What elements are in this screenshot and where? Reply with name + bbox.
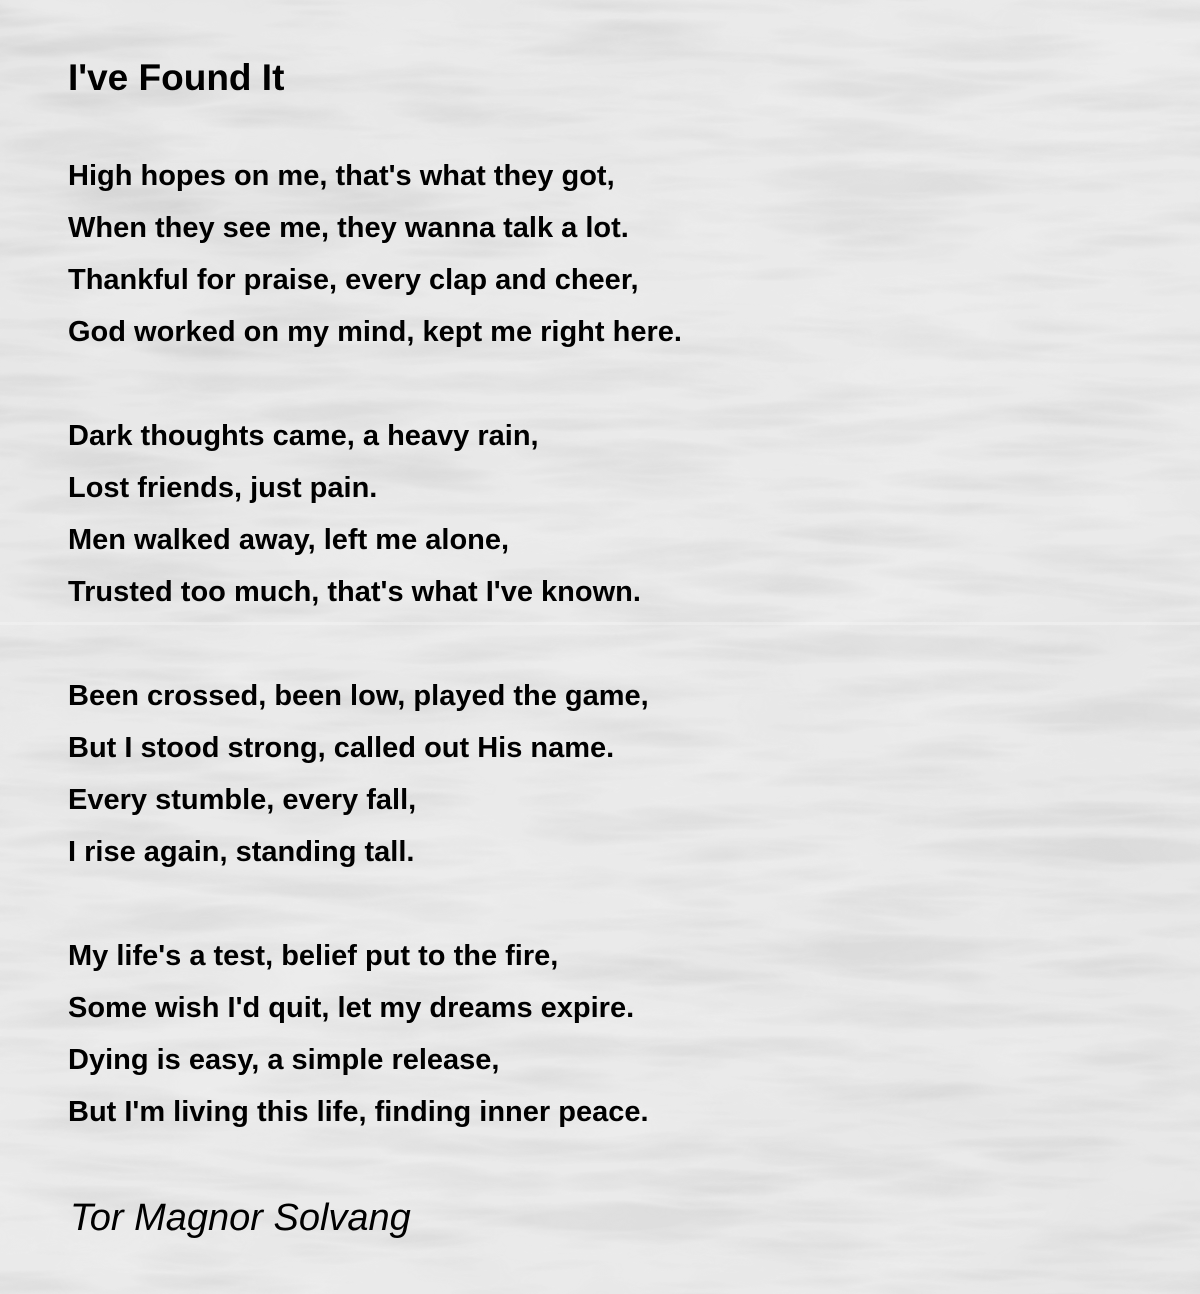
poem-line: High hopes on me, that's what they got,: [68, 160, 615, 192]
poem-line: Men walked away, left me alone,: [68, 524, 510, 556]
poem-line: Dying is easy, a simple release,: [68, 1044, 500, 1076]
poem-title: I've Found It: [68, 57, 285, 98]
poem-line: Dark thoughts came, a heavy rain,: [68, 420, 539, 452]
poem-author: Tor Magnor Solvang: [70, 1197, 411, 1239]
poem-line: Every stumble, every fall,: [68, 784, 417, 816]
poem-line: But I'm living this life, finding inner peace.: [68, 1096, 649, 1128]
poem-line: Been crossed, been low, played the game,: [68, 680, 649, 712]
stanza-1: [68, 150, 682, 358]
stanza-3: [68, 670, 649, 878]
poem-line: God worked on my mind, kept me right here.: [68, 316, 682, 348]
stanza-2: [68, 410, 641, 618]
poem-line: Thankful for praise, every clap and cheer,: [68, 264, 639, 296]
poem-line: My life's a test, belief put to the fire,: [68, 940, 559, 972]
poem-line: But I stood strong, called out His name.: [68, 732, 615, 764]
poem-line: Some wish I'd quit, let my dreams expire.: [68, 992, 635, 1024]
poem-line: When they see me, they wanna talk a lot.: [68, 212, 629, 244]
stanza-4: [68, 930, 649, 1138]
poem-line: Trusted too much, that's what I've known.: [68, 576, 641, 608]
poem-line: I rise again, standing tall.: [68, 836, 415, 868]
poem-line: Lost friends, just pain.: [68, 472, 378, 504]
